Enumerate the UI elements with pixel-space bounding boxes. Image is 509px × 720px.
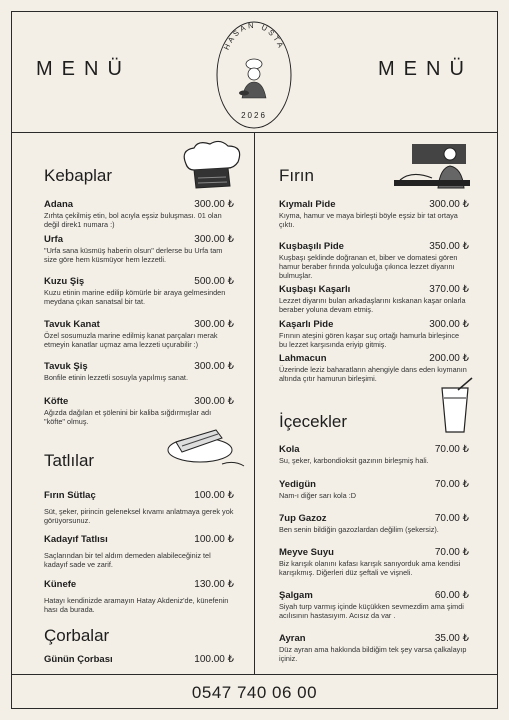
menu-item-7up-gazoz xyxy=(279,513,469,534)
item-description: Ben senin bildiğin gazozlardan değilim (şekersiz). xyxy=(279,525,439,534)
item-name: Kuşbaşı Kaşarlı xyxy=(279,284,351,295)
menu-item-tavuk-sis xyxy=(44,361,234,382)
menu-item-kofte xyxy=(44,396,234,426)
item-description: Biz karışık olanını kafası karışık sanıyorduk ama kendisi karışıkmış. Diğerleri düz şeftali ve vişneli. xyxy=(279,559,461,577)
item-description: Nam-ı diğer sarı kola :D xyxy=(279,491,357,500)
chef-hat-icon xyxy=(178,140,246,192)
footer-divider xyxy=(11,674,498,675)
item-description: Bonfile etinin lezzetli sosuyla yapılmış sanat. xyxy=(44,373,188,382)
item-description: Su, şeker, karbondioksit gazının birleşmiş hali. xyxy=(279,456,429,465)
item-description: Kuşbaşı şeklinde doğranan et, biber ve domatesi gören hamur beraber fırında yolculuğa çıkınca lezzet diyarını bulmuşlar. xyxy=(279,253,458,280)
item-price: 100.00 ₺ xyxy=(194,534,234,545)
item-price: 100.00 ₺ xyxy=(194,654,234,665)
item-name: Kola xyxy=(279,444,300,455)
item-price: 35.00 ₺ xyxy=(434,633,469,644)
menu-title-left: MENÜ xyxy=(36,58,131,80)
item-name: Kuzu Şiş xyxy=(44,276,85,287)
drink-glass-icon xyxy=(434,376,476,436)
phone-number[interactable]: 0547 740 06 00 xyxy=(191,683,318,702)
item-description: Lezzet diyarını bulan arkadaşlarını kıskanan kaşar onlarla beraber yoluna devam etmiş. xyxy=(279,296,466,314)
item-price: 60.00 ₺ xyxy=(434,590,469,601)
item-name: Köfte xyxy=(44,396,69,407)
menu-item-ayran xyxy=(279,633,469,663)
item-price: 300.00 ₺ xyxy=(194,396,234,407)
item-description: Siyah turp varmış içinde küçükken sevmezdim ama şimdi acılısının hastasıyım. Acısız da var . xyxy=(279,602,464,620)
item-price: 500.00 ₺ xyxy=(194,276,234,287)
item-description: Özel sosumuzla marine edilmiş kanat parçaları merak etmeyin kanatlar uçmaz ama lezzeti uçurabilir :) xyxy=(44,331,218,349)
item-price: 300.00 ₺ xyxy=(429,199,469,210)
dessert-plate-icon xyxy=(162,420,246,472)
item-name: Urfa xyxy=(44,234,64,245)
item-name: Günün Çorbası xyxy=(44,654,113,665)
menu-item-adana xyxy=(44,199,234,229)
menu-item-lahmacun xyxy=(279,353,469,383)
item-price: 300.00 ₺ xyxy=(429,319,469,330)
item-name: Lahmacun xyxy=(279,353,327,364)
item-description: Fırının ateşini gören kaşar suç ortağı hamurla birleşince bu lezzet karşısında eriyip gitmiş. xyxy=(279,331,460,349)
item-price: 70.00 ₺ xyxy=(434,444,469,455)
item-description: Süt, şeker, pirincin geleneksel kıvamı anlatmaya gerek yok görüyorsunuz. xyxy=(44,507,234,525)
item-price: 70.00 ₺ xyxy=(434,479,469,490)
menu-item-urfa xyxy=(44,234,234,264)
item-name: Ayran xyxy=(279,633,306,644)
item-description: Düz ayran ama hakkında bildiğim tek şey varsa çalkalayıp içiniz. xyxy=(279,645,467,663)
item-description: Üzerinde leziz baharatların ahengiyle dans eden kıymanın altında çıtır hamurun birleşimi. xyxy=(279,365,467,383)
item-description: Saçlarından bir tel aldım demeden alabileceğiniz tel kadayıf sade ve zarif. xyxy=(44,551,211,569)
item-price: 300.00 ₺ xyxy=(194,361,234,372)
section-title-tatlilar: Tatlılar xyxy=(44,451,95,470)
menu-item-meyve-suyu xyxy=(279,547,469,577)
column-divider xyxy=(254,132,255,674)
menu-item-kusbasi-kasarli xyxy=(279,284,469,314)
item-name: Meyve Suyu xyxy=(279,547,334,558)
menu-item-kusbasili-pide xyxy=(279,241,469,280)
item-name: Şalgam xyxy=(279,590,313,601)
item-name: Kadayıf Tatlısı xyxy=(44,534,108,545)
item-price: 70.00 ₺ xyxy=(434,547,469,558)
menu-item-kadayif-tatlisi xyxy=(44,534,234,569)
pizza-oven-chef-icon xyxy=(392,140,470,192)
item-name: Tavuk Kanat xyxy=(44,319,100,330)
item-name: 7up Gazoz xyxy=(279,513,327,524)
item-description: Zırhta çekilmiş etin, bol acıyla eşsiz buluşması. 01 olan değil direk1 numara :) xyxy=(44,211,222,229)
chef-logo xyxy=(215,20,293,130)
item-price: 100.00 ₺ xyxy=(194,490,234,501)
menu-item-yedigun xyxy=(279,479,469,500)
item-name: Kıymalı Pide xyxy=(279,199,336,210)
menu-item-tavuk-kanat xyxy=(44,319,234,349)
item-name: Fırın Sütlaç xyxy=(44,490,96,501)
menu-item-kunefe xyxy=(44,579,234,614)
item-price: 300.00 ₺ xyxy=(194,319,234,330)
item-name: Tavuk Şiş xyxy=(44,361,88,372)
section-title-kebaplar: Kebaplar xyxy=(44,166,113,185)
section-title-firin: Fırın xyxy=(279,166,314,185)
item-name: Adana xyxy=(44,199,74,210)
item-description: Hatayı kendinizde aramayın Hatay Akdeniz'de, künefenin hası da burada. xyxy=(44,596,229,614)
menu-item-salgam xyxy=(279,590,469,620)
section-title-corbalar: Çorbalar xyxy=(44,626,110,645)
logo-year: 2026 xyxy=(241,111,267,120)
logo-name: HASAN USTA xyxy=(221,20,287,52)
item-description: Ağızda dağılan et şölenini bir kaliba sığdırmışlar adı "köfte" olmuş. xyxy=(44,408,212,426)
menu-item-kuzu-sis xyxy=(44,276,234,306)
menu-item-kiymali-pide xyxy=(279,199,469,229)
item-name: Kuşbaşılı Pide xyxy=(279,241,344,252)
item-description: Kuzu etinin marine edilip kömürle bir araya gelmesinden meydana çıkan sanatsal bir tat. xyxy=(44,288,226,306)
menu-item-firin-sutlac xyxy=(44,490,234,525)
item-price: 300.00 ₺ xyxy=(194,234,234,245)
svg-text:HASAN USTA xyxy=(222,21,286,51)
menu-item-kola xyxy=(279,444,469,465)
item-description: Kıyma, hamur ve maya birleşti böyle eşsiz bir tat ortaya çıktı. xyxy=(279,211,458,229)
menu-item-gunun-corbasi xyxy=(44,654,234,665)
item-price: 70.00 ₺ xyxy=(434,513,469,524)
item-price: 370.00 ₺ xyxy=(429,284,469,295)
item-price: 200.00 ₺ xyxy=(429,353,469,364)
item-price: 350.00 ₺ xyxy=(429,241,469,252)
section-title-icecekler: İçecekler xyxy=(279,412,348,431)
item-description: "Urfa sana küsmüş haberin olsun" derlerse bu Urfa tam size göre hem küsmüyor hem lezzetli. xyxy=(44,246,223,264)
menu-title-right: MENÜ xyxy=(378,58,473,80)
item-name: Kaşarlı Pide xyxy=(279,319,334,330)
item-price: 130.00 ₺ xyxy=(194,579,234,590)
item-price: 300.00 ₺ xyxy=(194,199,234,210)
item-name: Künefe xyxy=(44,579,77,590)
item-name: Yedigün xyxy=(279,479,316,490)
menu-item-kasarli-pide xyxy=(279,319,469,349)
